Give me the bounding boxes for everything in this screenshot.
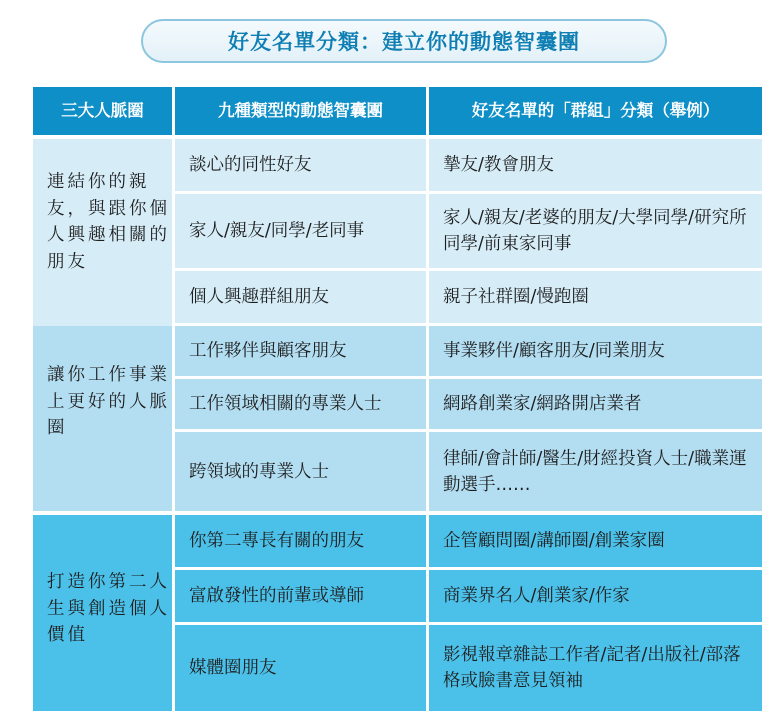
- type-cell: 你第二專長有關的朋友: [175, 515, 426, 567]
- example-cell: 事業夥伴/顧客朋友/同業朋友: [429, 326, 762, 376]
- example-cell: 網路創業家/網路開店業者: [429, 379, 762, 429]
- title-banner: [0, 0, 778, 74]
- type-cell: 工作領域相關的專業人士: [175, 379, 426, 429]
- example-cell: 影視報章雜誌工作者/記者/出版社/部落格或臉書意見領袖: [429, 625, 762, 711]
- example-cell: 律師/會計師/醫生/財經投資人士/職業運動選手……: [429, 432, 762, 511]
- group-name-career: 讓你工作事業上更好的人脈圈: [33, 326, 172, 511]
- type-cell: 個人興趣群組朋友: [175, 271, 426, 323]
- header-type: 九種類型的動態智囊團: [175, 87, 426, 135]
- type-cell: 家人/親友/同學/老同事: [175, 194, 426, 268]
- type-cell: 談心的同性好友: [175, 139, 426, 191]
- example-cell: 企管顧問圈/講師圈/創業家圈: [429, 515, 762, 567]
- example-cell: 家人/親友/老婆的朋友/大學同學/研究所同學/前東家同事: [429, 194, 762, 268]
- header-circle: 三大人脈圈: [33, 87, 172, 135]
- group-name-second-life: 打造你第二人生與創造個人價值: [33, 515, 172, 711]
- example-cell: 商業界名人/創業家/作家: [429, 570, 762, 622]
- example-cell: 摯友/教會朋友: [429, 139, 762, 191]
- type-cell: 富啟發性的前輩或導師: [175, 570, 426, 622]
- type-cell: 跨領域的專業人士: [175, 432, 426, 511]
- type-cell: 工作夥伴與顧客朋友: [175, 326, 426, 376]
- header-group-example: 好友名單的「群組」分類（舉例）: [429, 87, 762, 135]
- group-name-family-interest: 連結你的親友，與跟你個人興趣相關的朋友: [33, 139, 172, 371]
- example-cell: 親子社群圈/慢跑圈: [429, 271, 762, 323]
- page-title: 好友名單分類：建立你的動態智囊團: [141, 19, 667, 63]
- type-cell: 媒體圈朋友: [175, 625, 426, 711]
